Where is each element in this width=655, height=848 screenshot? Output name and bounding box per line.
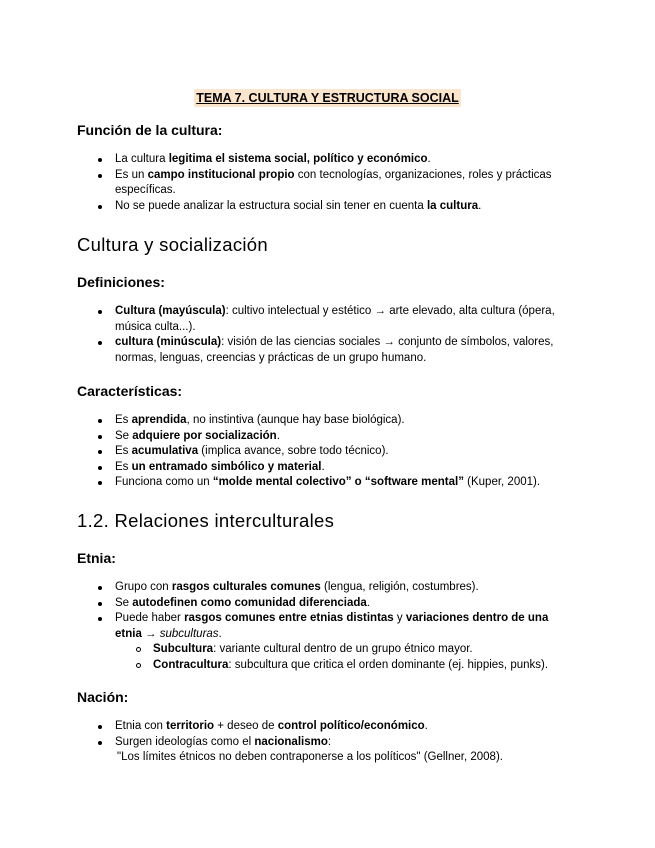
heading-caracteristicas: Características: bbox=[77, 383, 183, 399]
list-item: Es aprendida, no instintiva (aunque hay base biológica). bbox=[96, 413, 576, 429]
list-etnia bbox=[96, 580, 576, 673]
list-funcion bbox=[96, 152, 576, 214]
list-item: Es acumulativa (implica avance, sobre todo técnico). bbox=[96, 444, 576, 460]
list-item: Etnia con territorio + deseo de control político/económico. bbox=[96, 719, 576, 735]
sublist-item: Subcultura: variante cultural dentro de un grupo étnico mayor. bbox=[115, 642, 576, 658]
heading-cultura-socializacion: Cultura y socialización bbox=[77, 234, 268, 255]
document-title: TEMA 7. CULTURA Y ESTRUCTURA SOCIAL bbox=[196, 91, 459, 105]
heading-etnia: Etnia: bbox=[77, 550, 116, 566]
heading-relaciones-interculturales: 1.2. Relaciones interculturales bbox=[77, 510, 335, 531]
list-caracteristicas bbox=[96, 413, 576, 491]
list-item: Es un campo institucional propio con tecnologías, organizaciones, roles y prácticas específicas. bbox=[96, 168, 576, 199]
sublist-item: Contracultura: subcultura que critica el orden dominante (ej. hippies, punks). bbox=[115, 658, 576, 674]
list-item: Es un entramado simbólico y material. bbox=[96, 460, 576, 476]
list-item: cultura (minúscula): visión de las ciencias sociales → conjunto de símbolos, valores, normas, lenguas, creencias y prácticas de un grupo humano. bbox=[96, 335, 576, 366]
list-item: Se adquiere por socialización. bbox=[96, 429, 576, 445]
title-container bbox=[0, 89, 655, 107]
heading-definiciones: Definiciones: bbox=[77, 274, 165, 290]
list-item: Puede haber rasgos comunes entre etnias distintas y variaciones dentro de una etnia → subculturas. Subcultura: variante cultural dentro de un grupo étnico mayor. Contracultura: subcultura que critica el orden dominante (ej. hippies, punks). bbox=[96, 611, 576, 673]
list-nacion bbox=[96, 719, 576, 766]
list-item: Surgen ideologías como el nacionalismo: "Los límites étnicos no deben contraponerse a los políticos" (Gellner, 2008). bbox=[96, 735, 576, 766]
list-item: Grupo con rasgos culturales comunes (lengua, religión, costumbres). bbox=[96, 580, 576, 596]
list-item: No se puede analizar la estructura social sin tener en cuenta la cultura. bbox=[96, 199, 576, 215]
list-item: Se autodefinen como comunidad diferenciada. bbox=[96, 596, 576, 612]
quote-gellner: "Los límites étnicos no deben contraponerse a los políticos" (Gellner, 2008). bbox=[117, 751, 503, 763]
list-item: La cultura legitima el sistema social, político y económico. bbox=[96, 152, 576, 168]
list-definiciones bbox=[96, 304, 576, 366]
heading-funcion: Función de la cultura: bbox=[77, 122, 223, 138]
list-item: Cultura (mayúscula): cultivo intelectual y estético → arte elevado, alta cultura (ópera, música culta...). bbox=[96, 304, 576, 335]
list-item: Funciona como un “molde mental colectivo” o “software mental” (Kuper, 2001). bbox=[96, 475, 576, 491]
heading-nacion: Nación: bbox=[77, 689, 129, 705]
sublist-subculturas bbox=[115, 642, 576, 673]
